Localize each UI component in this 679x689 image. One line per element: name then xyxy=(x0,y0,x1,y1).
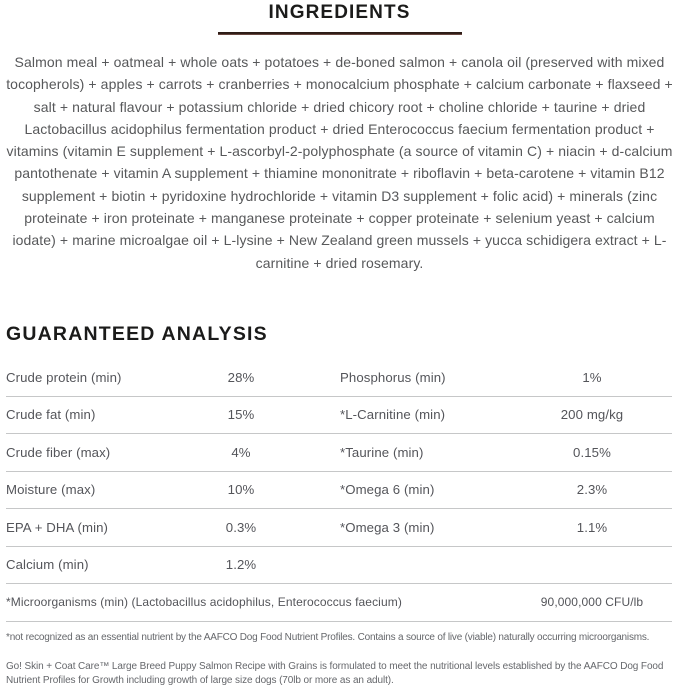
nutrient-label: *Omega 6 (min) xyxy=(340,482,435,498)
nutrient-value: 2.3% xyxy=(576,482,608,498)
table-row xyxy=(6,359,672,397)
nutrient-label: Calcium (min) xyxy=(6,557,89,573)
asterisk-footnote: *not recognized as an essential nutrient by the AAFCO Dog Food Nutrient Profiles. Contains a source of live (viable) naturally occurring microorganisms. xyxy=(6,631,650,643)
nutrient-label: *L-Carnitine (min) xyxy=(340,407,446,423)
nutrient-value: 1% xyxy=(582,369,602,385)
nutrient-value: 10% xyxy=(227,482,255,498)
table-row xyxy=(6,472,672,510)
nutrient-value: 1.2% xyxy=(225,557,257,573)
nutrient-value: 0.3% xyxy=(225,519,257,535)
nutrient-value: 28% xyxy=(227,369,255,385)
table-row xyxy=(6,547,672,585)
ingredients-section xyxy=(0,51,679,324)
nutrient-label: *Taurine (min) xyxy=(340,444,424,460)
ingredients-title-rule xyxy=(218,32,462,35)
table-row xyxy=(6,434,672,472)
nutrient-label: *Omega 3 (min) xyxy=(340,519,435,535)
table-row-microorganisms xyxy=(6,584,672,622)
nutrient-label: *Microorganisms (min) (Lactobacillus acidophilus, Enterococcus faecium) xyxy=(6,595,402,610)
table-row xyxy=(6,397,672,435)
nutrient-value: 0.15% xyxy=(573,444,611,460)
nutrient-label: Crude fat (min) xyxy=(6,407,96,423)
nutrient-value: 4% xyxy=(231,444,251,460)
nutrient-label: Moisture (max) xyxy=(6,482,96,498)
nutrient-label: Crude fiber (max) xyxy=(6,444,111,460)
nutrient-value: 200 mg/kg xyxy=(560,407,624,423)
ingredients-text: Salmon meal + oatmeal + whole oats + potatoes + de-boned salmon + canola oil (preserved with mixed tocopherols) + apples + carrots + cranberries + monocalcium phosphate + calcium carbonate + flaxseed + salt + natural flavour + potassium chloride + dried chicory root + choline chloride + taurine + dried Lactobacillus acidophilus fermentation product + dried Enterococcus faecium fermentation product + vitamins (vitamin E supplement + L-ascorbyl-2-polyphosphate (a source of vitamin C) + niacin + d-calcium pantothenate + vitamin A supplement + thiamine mononitrate + riboflavin + beta-carotene + vitamin B12 supplement + biotin + pyridoxine hydrochloride + vitamin D3 supplement + folic acid) + minerals (zinc proteinate + iron proteinate + manganese proteinate + copper proteinate + selenium yeast + calcium iodate) + marine microalgae oil + L-lysine + New Zealand green mussels + yucca schidigera extract + L-carnitine + dried rosemary. xyxy=(6,54,673,271)
nutrient-label: EPA + DHA (min) xyxy=(6,519,109,535)
table-row xyxy=(6,509,672,547)
guaranteed-analysis-table xyxy=(6,359,672,622)
nutrient-value: 90,000,000 CFU/lb xyxy=(540,595,644,610)
guaranteed-analysis-title: GUARANTEED ANALYSIS xyxy=(6,323,268,345)
formulation-footnote: Go! Skin + Coat Care™ Large Breed Puppy Salmon Recipe with Grains is formulated to meet the nutritional levels established by the AAFCO Dog Food Nutrient Profiles for Growth including growth of large size dogs (70lb or more as an adult). xyxy=(6,660,664,686)
nutrient-label: Crude protein (min) xyxy=(6,369,122,385)
nutrient-value: 15% xyxy=(227,407,255,423)
nutrient-label: Phosphorus (min) xyxy=(340,369,446,385)
ingredients-title: INGREDIENTS xyxy=(268,2,411,23)
nutrient-value: 1.1% xyxy=(576,519,608,535)
